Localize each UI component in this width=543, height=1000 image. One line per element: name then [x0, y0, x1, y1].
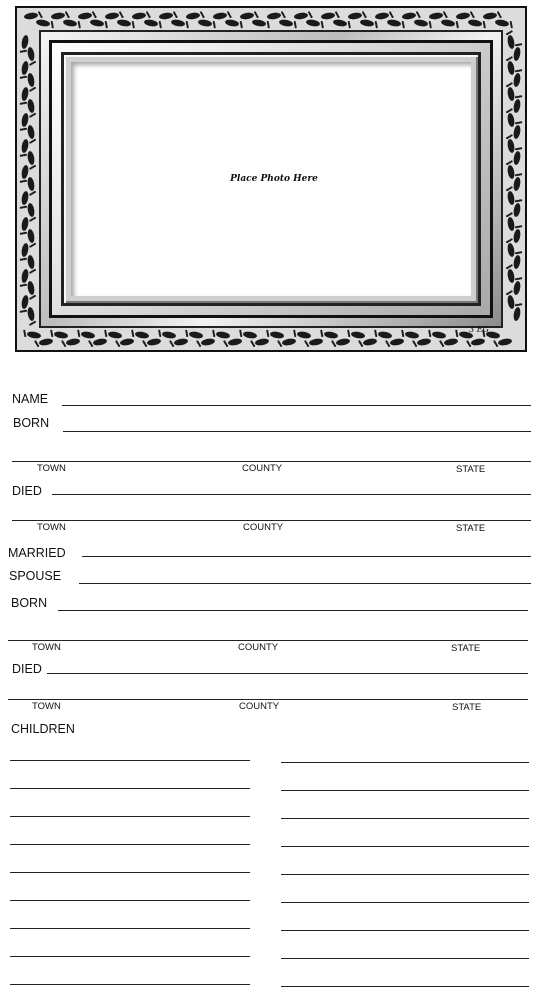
footprint-icon [142, 337, 161, 347]
spouse-born-label: BORN [11, 596, 48, 610]
died-county-label: COUNTY [243, 522, 284, 533]
spouse-born-state-label: STATE [451, 643, 481, 654]
child-line-right[interactable] [281, 986, 529, 987]
born-place-line[interactable] [12, 461, 531, 462]
footprint-icon [76, 330, 95, 340]
footprint-icon [493, 337, 512, 347]
spouse-died-place-line[interactable] [8, 699, 528, 700]
footprint-icon [211, 330, 230, 340]
died-state-label: STATE [456, 523, 486, 534]
spouse-line[interactable] [79, 583, 531, 584]
footprint-icon [159, 11, 178, 20]
married-label: MARRIED [8, 546, 66, 560]
footprint-icon [88, 337, 107, 347]
child-line-right[interactable] [281, 790, 529, 791]
footprint-icon [197, 18, 216, 28]
footprint-icon [238, 330, 257, 340]
child-line-right[interactable] [281, 930, 529, 931]
footprint-icon [49, 330, 68, 340]
born-county-label: COUNTY [242, 463, 283, 474]
name-label: NAME [12, 392, 49, 406]
footprint-icon [130, 330, 149, 340]
child-line-right[interactable] [281, 874, 529, 875]
footprint-icon [466, 337, 485, 347]
footprint-icon [196, 337, 215, 347]
footprint-icon [319, 330, 338, 340]
child-line-left[interactable] [10, 928, 250, 929]
footprint-icon [346, 330, 365, 340]
footprint-icon [35, 18, 54, 28]
footprint-icon [213, 11, 232, 20]
photo-placeholder: Place Photo Here [230, 174, 318, 184]
footprint-icon [305, 18, 324, 28]
footprint-icon [103, 330, 122, 340]
photo-area[interactable] [71, 62, 471, 296]
spouse-died-state-label: STATE [452, 702, 482, 713]
footprint-icon [348, 11, 367, 20]
footprint-icon [440, 18, 459, 28]
footprint-icon [427, 330, 446, 340]
child-line-right[interactable] [281, 818, 529, 819]
footprint-icon [267, 11, 286, 20]
footprint-icon [359, 18, 378, 28]
footprint-icon [116, 18, 135, 28]
footprint-icon [240, 11, 259, 20]
footprint-icon [265, 330, 284, 340]
married-line[interactable] [82, 556, 531, 557]
footprint-icon [400, 330, 419, 340]
frame-bevel [39, 30, 503, 328]
footprint-icon [413, 18, 432, 28]
footprint-icon [402, 11, 421, 20]
spouse-born-line[interactable] [58, 610, 528, 611]
footprint-icon [304, 337, 323, 347]
footprint-icon [494, 18, 513, 28]
spouse-died-line[interactable] [47, 673, 528, 674]
footprint-icon [157, 330, 176, 340]
born-state-label: STATE [456, 464, 486, 475]
child-line-left[interactable] [10, 788, 250, 789]
photo-frame [15, 6, 527, 352]
footprint-icon [89, 18, 108, 28]
child-line-right[interactable] [281, 762, 529, 763]
footprint-icon [62, 18, 81, 28]
child-line-right[interactable] [281, 902, 529, 903]
footprint-icon [169, 337, 188, 347]
footprint-icon [467, 18, 486, 28]
spouse-label: SPOUSE [9, 569, 62, 583]
footprint-icon [456, 11, 475, 20]
footprint-icon [24, 11, 43, 20]
child-line-left[interactable] [10, 844, 250, 845]
footprint-icon [186, 11, 205, 20]
footprint-icon [132, 11, 151, 20]
footprint-icon [143, 18, 162, 28]
child-line-left[interactable] [10, 760, 250, 761]
footprint-icon [277, 337, 296, 347]
footprint-icon [439, 337, 458, 347]
footprint-icon [429, 11, 448, 20]
footprint-icon [251, 18, 270, 28]
spouse-died-county-label: COUNTY [239, 701, 280, 712]
footprint-icon [223, 337, 242, 347]
child-line-left[interactable] [10, 900, 250, 901]
footprint-icon [78, 11, 97, 20]
spouse-born-town-label: TOWN [32, 642, 61, 653]
footprint-icon [483, 11, 502, 20]
child-line-right[interactable] [281, 958, 529, 959]
children-label: CHILDREN [11, 722, 75, 736]
footprint-icon [26, 306, 36, 325]
born-line[interactable] [63, 431, 531, 432]
footprint-icon [321, 11, 340, 20]
footprint-icon [375, 11, 394, 20]
footprint-icon [332, 18, 351, 28]
spouse-born-county-label: COUNTY [238, 642, 279, 653]
footprint-icon [105, 11, 124, 20]
footprint-icon [61, 337, 80, 347]
footprint-icon [170, 18, 189, 28]
footprint-icon [292, 330, 311, 340]
died-place-line[interactable] [12, 520, 531, 521]
footprint-icon [115, 337, 134, 347]
footprint-icon [331, 337, 350, 347]
child-line-left[interactable] [10, 956, 250, 957]
died-town-label: TOWN [37, 522, 66, 533]
born-label: BORN [13, 416, 50, 430]
artist-mark: 3 EG [469, 325, 489, 334]
child-line-left[interactable] [10, 816, 250, 817]
footprint-icon [51, 11, 70, 20]
footprint-icon [294, 11, 313, 20]
footprint-icon [250, 337, 269, 347]
footprint-icon [506, 30, 516, 49]
footprint-icon [22, 330, 41, 340]
footprint-icon [386, 18, 405, 28]
footprint-icon [184, 330, 203, 340]
child-line-right[interactable] [281, 846, 529, 847]
spouse-born-place-line[interactable] [8, 640, 528, 641]
spouse-died-label: DIED [12, 662, 42, 676]
born-town-label: TOWN [37, 463, 66, 474]
spouse-died-town-label: TOWN [32, 701, 61, 712]
footprint-icon [412, 337, 431, 347]
footprint-icon [224, 18, 243, 28]
child-line-left[interactable] [10, 872, 250, 873]
died-line[interactable] [52, 494, 531, 495]
footprint-icon [385, 337, 404, 347]
footprint-icon [358, 337, 377, 347]
died-label: DIED [12, 484, 42, 498]
child-line-left[interactable] [10, 984, 250, 985]
name-line[interactable] [62, 405, 531, 406]
footprint-icon [373, 330, 392, 340]
footprint-icon [278, 18, 297, 28]
footprint-icon [34, 337, 53, 347]
